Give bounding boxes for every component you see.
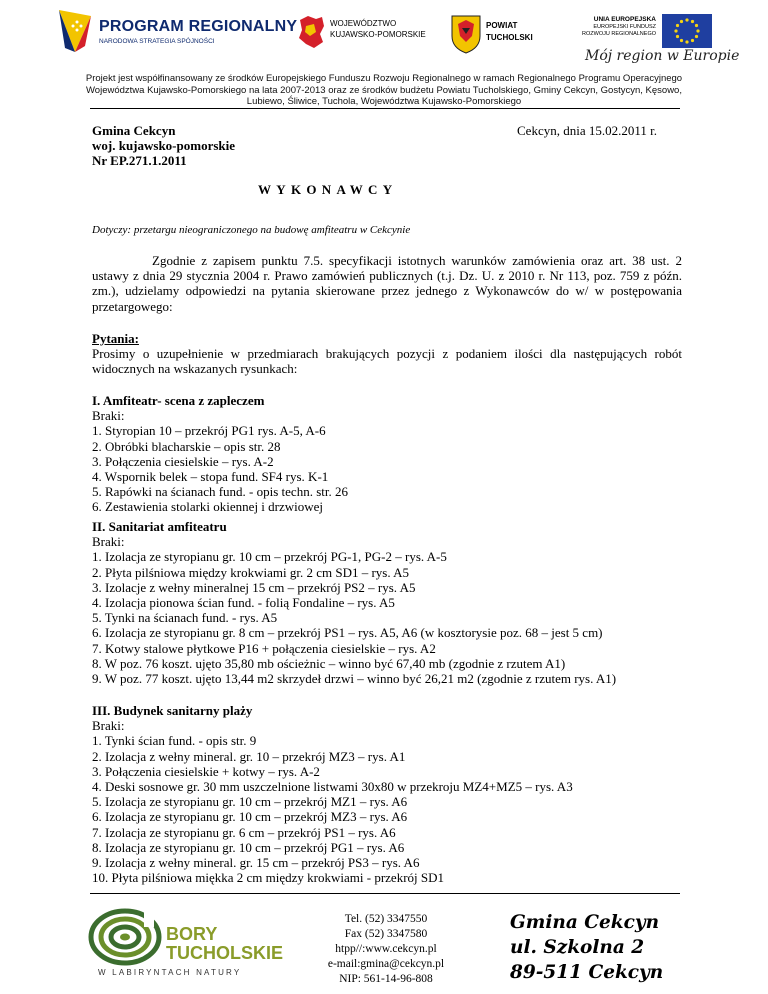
list-item: 9. Izolacja z wełny mineral. gr. 15 cm – przekrój PS3 – rys. A6 (92, 855, 420, 871)
letter-heading: WYKONAWCY (258, 182, 398, 197)
labyrinth-icon (88, 907, 162, 967)
reference-number: Nr EP.271.1.2011 (92, 153, 187, 168)
address-name: Gmina Cekcyn (510, 912, 660, 933)
footer-divider (90, 893, 680, 894)
logo-word-2: TUCHOLSKIE (166, 943, 283, 963)
list-item: 6. Izolacja ze styropianu gr. 10 cm – przekrój MZ3 – rys. A6 (92, 809, 408, 825)
list-item: 1. Tynki ścian fund. - opis str. 9 (92, 733, 257, 749)
logo-wordmark (166, 925, 283, 963)
logo-tagline: W LABIRYNTACH NATURY (98, 968, 242, 977)
tax-id: NIP: 561-14-96-808 (339, 973, 433, 985)
list-item: 4. Izolacja pionowa ścian fund. - folią Fondaline – rys. A5 (92, 595, 395, 611)
list-item: 1. Izolacja ze styropianu gr. 10 cm – przekrój PG-1, PG-2 – rys. A-5 (92, 549, 447, 565)
list-item: 3. Połączenia ciesielskie + kotwy – rys. A-2 (92, 763, 320, 779)
address-block (510, 910, 663, 985)
letter-subject: Dotyczy: przetargu nieograniczonego na budowę amfiteatru w Cekcynie (92, 224, 411, 236)
list-item: 5. Izolacja ze styropianu gr. 10 cm – przekrój MZ1 – rys. A6 (92, 794, 408, 810)
website: htpp//:www.cekcyn.pl (335, 943, 437, 955)
county-crest-icon (450, 14, 482, 54)
list-item: 6. Izolacja ze styropianu gr. 8 cm – przekrój PS1 – rys. A5, A6 (w kosztorysie poz. 68 – jest 5 cm) (92, 625, 603, 641)
list-item: 5. Tynki na ścianach fund. - rys. A5 (92, 610, 278, 626)
list-item: 2. Obróbki blacharskie – opis str. 28 (92, 438, 281, 454)
county-name: POWIAT TUCHOLSKI (486, 21, 533, 42)
list-item: 3. Izolacje z wełny mineralnej 15 cm – przekrój PS2 – rys. A5 (92, 579, 416, 595)
fax: Fax (52) 3347580 (344, 928, 428, 940)
list-item: 9. W poz. 77 koszt. ujęto 13,44 m2 skrzydeł drzwi – winno być 26,21 m2 (zgodnie z rzutem rys. A1) (92, 671, 617, 687)
list-item: 4. Deski sosnowe gr. 30 mm uszczelnione listwami 30x80 w przekroju MZ4+MZ5 – rys. A3 (92, 779, 573, 795)
sender-region: woj. kujawsko-pomorskie (92, 138, 236, 153)
program-flag-icon (55, 8, 95, 54)
phone: Tel. (52) 3347550 (344, 913, 428, 925)
list-item: 5. Rapówki na ścianach fund. - opis techn. str. 26 (92, 484, 348, 500)
section-subtitle: Braki: (92, 718, 125, 734)
list-item: 7. Kotwy stalowe płytkowe P16 + połączenia ciesielskie – rys. A2 (92, 640, 436, 656)
list-item: 10. Płyta pilśniowa miękka 2 cm między krokwiami - przekrój SD1 (92, 870, 445, 886)
sender-block (92, 123, 235, 168)
voivodeship-map-icon (296, 14, 326, 50)
eu-title: UNIA EUROPEJSKA (593, 16, 656, 23)
section-amphitheatre-stage (92, 393, 692, 515)
header-divider (90, 108, 680, 109)
list-item: 1. Styropian 10 – przekrój PG1 rys. A-5, A-6 (92, 423, 326, 439)
section-title: III. Budynek sanitarny plaży (92, 703, 253, 718)
funding-note: Projekt jest współfinansowany ze środków Europejskiego Funduszu Rozwoju Regionalnego w ramach Regionalnego Programu Operacyjnego Województwa Kujawsko-Pomorskiego na lata 2007-2013 oraz ze środków budżetu Powiatu Tucholskiego, Gminy Cekcyn, Gostycyn, Kęsowo, Lubiewo, Śliwice, Tuchola, Województwa Kujawsko-Pomorskiego (85, 73, 683, 107)
section-beach-sanitary-building (92, 703, 692, 885)
intro-paragraph: Zgodnie z zapisem punktu 7.5. specyfikacji istotnych warunków zamówienia oraz art. 38 ust. 2 ustawy z dnia 29 stycznia 2004 r. Prawo zamówień publicznych (t.j. Dz. U. z 2010 r. Nr 113, poz. 759 z późn. zm.), udzielamy odpowiedzi na pytania skierowane przez jednego z Wykonawców do w/ w postępowania przetargowego: (92, 253, 682, 314)
logo-word-1: BORY (166, 924, 218, 944)
list-item: 2. Izolacja z wełny mineral. gr. 10 – przekrój MZ3 – rys. A1 (92, 748, 406, 764)
program-subtitle: NARODOWA STRATEGIA SPÓJNOŚCI (99, 38, 215, 45)
sender-name: Gmina Cekcyn (92, 123, 176, 138)
list-item: 2. Płyta pilśniowa między krokwiami gr. 2 cm SD1 – rys. A5 (92, 564, 410, 580)
section-title: I. Amfiteatr- scena z zapleczem (92, 393, 265, 408)
program-regionalny-logo (55, 8, 298, 56)
program-title: PROGRAM REGIONALNY (99, 18, 298, 35)
slogan: Mój region w Europie (585, 48, 740, 64)
bory-tucholskie-logo (88, 907, 288, 985)
eu-flag-icon (662, 14, 712, 48)
address-city: 89-511 Cekcyn (510, 962, 664, 983)
list-item: 3. Połączenia ciesielskie – rys. A-2 (92, 453, 274, 469)
list-item: 4. Wspornik belek – stopa fund. SF4 rys. K-1 (92, 469, 329, 485)
eu-text (570, 16, 656, 38)
list-item: 8. Izolacja ze styropianu gr. 10 cm – przekrój PG1 – rys. A6 (92, 839, 405, 855)
section-title: II. Sanitariat amfiteatru (92, 519, 227, 534)
section-subtitle: Braki: (92, 408, 125, 424)
email: e-mail:gmina@cekcyn.pl (327, 958, 445, 970)
section-amphitheatre-sanitary (92, 519, 692, 686)
questions-paragraph: Prosimy o uzupełnienie w przedmiarach brakujących pozycji z podaniem ilości dla następujących robót widocznych na wskazanych rysunkach: (92, 346, 682, 377)
address-street: ul. Szkolna 2 (510, 937, 645, 958)
voivodeship-logo (296, 14, 436, 50)
contact-block (306, 912, 466, 987)
questions-label: Pytania: (92, 331, 139, 346)
list-item: 8. W poz. 76 koszt. ujęto 35,80 mb ościeżnic – winno być 67,40 mb (zgodnie z rzutem A1) (92, 655, 566, 671)
header-logos (0, 0, 768, 70)
list-item: 7. Izolacja ze styropianu gr. 6 cm – przekrój PS1 – rys. A6 (92, 824, 396, 840)
county-logo (450, 14, 550, 54)
voivodeship-name: WOJEWÓDZTWO KUJAWSKO-POMORSKIE (330, 19, 426, 39)
place-date: Cekcyn, dnia 15.02.2011 r. (517, 123, 657, 138)
eu-fund-name: EUROPEJSKI FUNDUSZ ROZWOJU REGIONALNEGO (582, 24, 656, 37)
list-item: 6. Zestawienia stolarki okiennej i drzwiowej (92, 499, 324, 515)
section-subtitle: Braki: (92, 534, 125, 550)
